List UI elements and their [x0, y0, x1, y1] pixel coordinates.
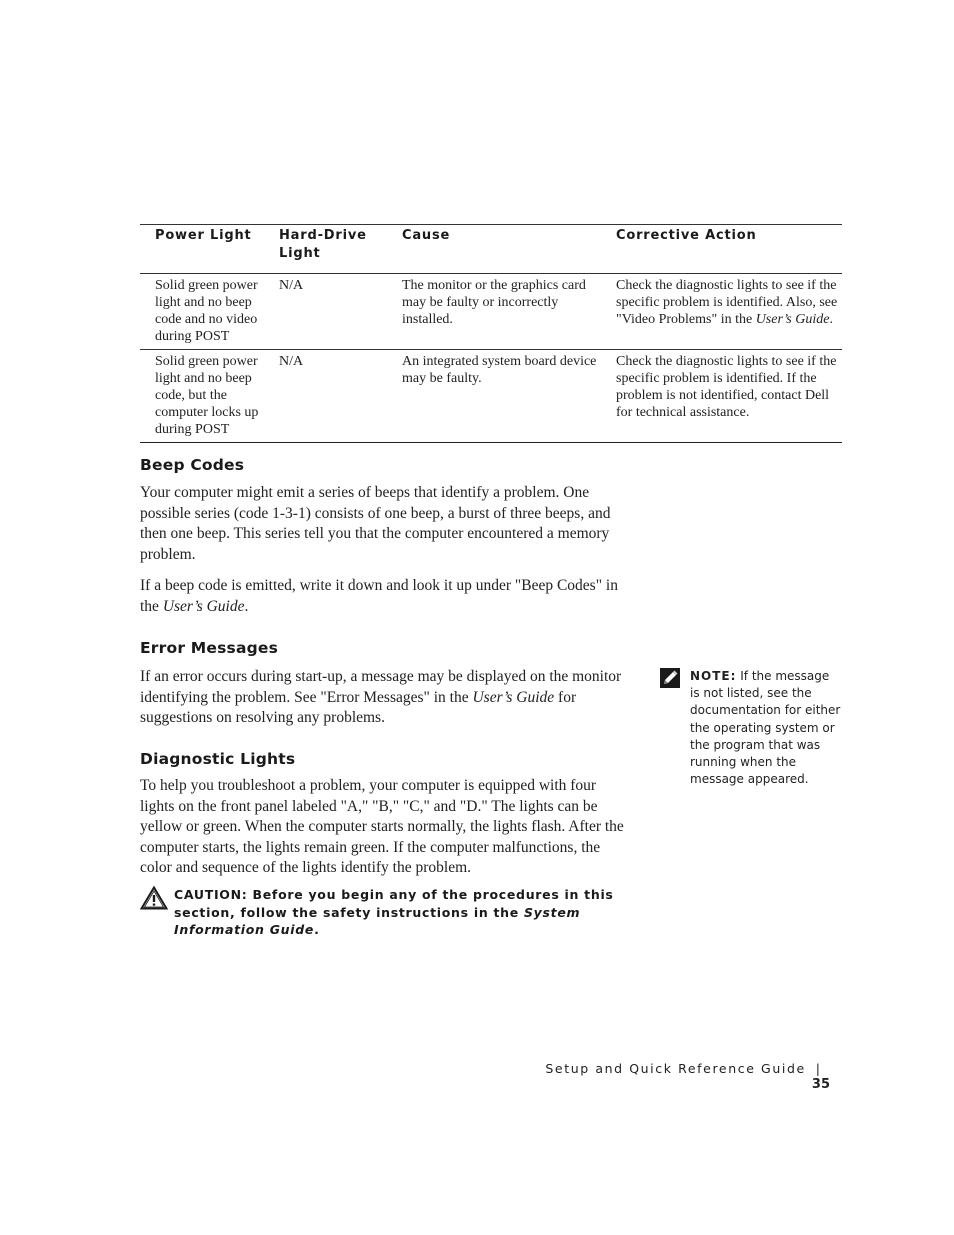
table-row — [140, 274, 842, 350]
note-label: NOTE: — [690, 669, 737, 683]
note-text — [690, 668, 842, 788]
header-power-light: Power Light — [140, 225, 264, 274]
cell-cause: The monitor or the graphics card may be faulty or incorrectly installed. — [387, 274, 614, 350]
page-footer — [540, 1061, 830, 1092]
page-number: 35 — [811, 1077, 830, 1092]
beep-codes-heading: Beep Codes — [140, 456, 245, 474]
action-text: Check the diagnostic lights to see if the specific problem is identified. Also, see "Video Problems" in the — [616, 278, 838, 327]
cell-corrective-action — [614, 350, 842, 443]
beep-codes-paragraph-1: Your computer might emit a series of beeps that identify a problem. One possible series (code 1-3-1) consists of one beep, a burst of three beeps, and then one beep. This series tell you that the computer encountered a memory problem. — [140, 484, 611, 563]
beep-codes-p2-end: . — [244, 597, 249, 615]
footer-separator: | — [815, 1061, 820, 1076]
cell-hard-drive-light: N/A — [264, 350, 387, 443]
footer-title: Setup and Quick Reference Guide — [545, 1061, 806, 1076]
diagnostic-lights-heading: Diagnostic Lights — [140, 750, 296, 768]
header-cause: Cause — [387, 225, 614, 274]
header-hard-drive-light: Hard-Drive Light — [264, 225, 387, 274]
beep-codes-paragraph-2 — [140, 576, 630, 617]
error-messages-text: If an error occurs during start-up, a message may be displayed on the monitor identifying the problem. See "Error Messages" in the — [140, 668, 622, 706]
beep-codes-p2-text: If a beep code is emitted, write it down and look it up under "Beep Codes" in the — [140, 577, 618, 615]
cell-corrective-action — [614, 274, 842, 350]
users-guide-ref: User’s Guide — [162, 597, 245, 615]
note-callout — [660, 668, 842, 788]
users-guide-ref: User’s Guide — [755, 312, 830, 327]
error-messages-heading: Error Messages — [140, 639, 279, 657]
error-messages-paragraph — [140, 667, 630, 729]
note-body: If the message is not listed, see the documentation for either the operating system or the program that was running when the message appeared. — [690, 669, 841, 787]
error-messages-text-end: for suggestions on resolving any problems. — [140, 688, 577, 726]
system-information-guide-ref: System Information Guide — [174, 904, 581, 937]
cell-power-light: Solid green power light and no beep code, but the computer locks up during POST — [140, 350, 264, 443]
table-row — [140, 350, 842, 443]
cell-cause: An integrated system board device may be faulty. — [387, 350, 614, 443]
diagnostic-lights-paragraph: To help you troubleshoot a problem, your computer is equipped with four lights on the front panel labeled "A," "B," "C," and "D." The lights can be yellow or green. When the computer starts normally, the lights flash. After the computer starts, the lights remain green. If the computer malfunctions, the color and sequence of the lights identify the problem. — [140, 777, 624, 876]
caution-end: . — [314, 922, 320, 937]
users-guide-ref: User’s Guide — [472, 688, 555, 706]
cell-power-light: Solid green power light and no beep code and no video during POST — [140, 274, 264, 350]
caution-callout — [140, 886, 640, 939]
warning-triangle-icon — [140, 886, 168, 910]
action-text: Check the diagnostic lights to see if the specific problem is identified. If the problem is not identified, contact Dell for technical assistance. — [616, 354, 837, 420]
cell-hard-drive-light: N/A — [264, 274, 387, 350]
caution-body: CAUTION: Before you begin any of the procedures in this section, follow the safety instructions in the — [174, 887, 614, 920]
troubleshooting-table — [140, 224, 842, 443]
note-pencil-icon — [660, 668, 680, 688]
header-corrective-action: Corrective Action — [614, 225, 842, 274]
action-text-end: . — [829, 312, 833, 327]
table-header-row — [140, 225, 842, 274]
caution-text — [174, 886, 640, 939]
